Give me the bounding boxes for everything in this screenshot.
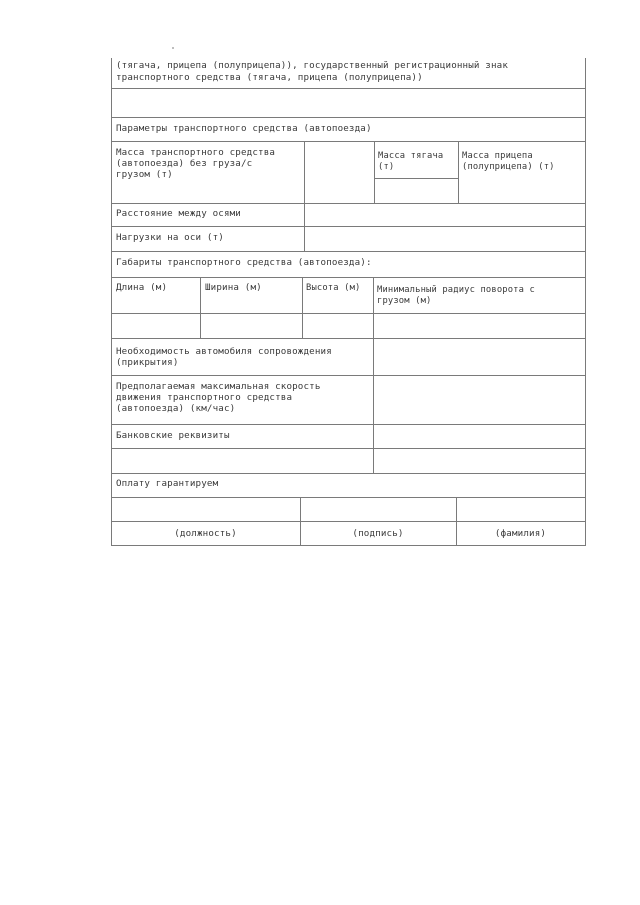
row-rule	[111, 521, 586, 522]
tractor-mass-label-line2: (т)	[378, 162, 395, 172]
form-left-border	[111, 58, 112, 545]
row-rule	[111, 226, 586, 227]
col-rule	[458, 141, 459, 203]
row-rule	[111, 313, 586, 314]
col-rule	[302, 277, 303, 338]
col-rule	[304, 203, 305, 251]
turn-radius-label-line2: грузом (м)	[377, 296, 432, 306]
col-rule	[304, 141, 305, 203]
speed-label-line2: движения транспортного средства	[116, 392, 293, 403]
width-label: Ширина (м)	[205, 282, 262, 293]
col-rule	[200, 277, 201, 338]
signature-caption: (подпись)	[352, 528, 404, 539]
speed-label-line3: (автопоезда) (км/час)	[116, 403, 236, 414]
vehicle-id-label-line2: транспортного средства (тягача, прицепа (полуприцепа))	[116, 72, 423, 83]
row-rule	[111, 88, 586, 89]
scan-speck	[172, 47, 174, 49]
trailer-mass-label-line1: Масса прицепа	[462, 151, 533, 161]
dimensions-title: Габариты транспортного средства (автопоезда):	[116, 257, 372, 268]
speed-label-line1: Предполагаемая максимальная скорость	[116, 381, 321, 392]
length-label: Длина (м)	[116, 282, 168, 293]
row-rule	[111, 141, 586, 142]
col-rule	[373, 277, 374, 338]
form-right-border	[585, 58, 586, 545]
row-rule	[111, 251, 586, 252]
row-rule	[111, 545, 586, 546]
row-rule	[111, 375, 586, 376]
row-rule	[111, 338, 586, 339]
row-rule	[111, 117, 586, 118]
row-rule	[111, 473, 586, 474]
surname-caption: (фамилия)	[494, 528, 547, 539]
col-rule	[373, 338, 374, 473]
trailer-mass-label-line2: (полуприцепа) (т)	[462, 162, 555, 172]
axle-loads-label: Нагрузки на оси (т)	[116, 232, 224, 243]
escort-label-line1: Необходимость автомобиля сопровождения	[116, 346, 332, 357]
row-rule	[374, 178, 458, 179]
mass-label-line3: грузом (т)	[116, 169, 173, 180]
row-rule	[111, 448, 586, 449]
height-label: Высота (м)	[306, 283, 361, 293]
mass-label-line2: (автопоезда) без груза/с	[116, 158, 253, 169]
position-caption: (должность)	[174, 528, 237, 539]
axle-distance-label: Расстояние между осями	[116, 208, 241, 219]
tractor-mass-label-line1: Масса тягача	[378, 151, 444, 161]
row-rule	[111, 497, 586, 498]
payment-guarantee-label: Оплату гарантируем	[116, 478, 219, 489]
bank-details-label: Банковские реквизиты	[116, 430, 230, 441]
row-rule	[111, 203, 586, 204]
escort-label-line2: (прикрытия)	[116, 357, 179, 368]
row-rule	[111, 424, 586, 425]
mass-label-line1: Масса транспортного средства	[116, 147, 276, 158]
params-title: Параметры транспортного средства (автопоезда)	[116, 123, 372, 134]
col-rule	[374, 141, 375, 203]
turn-radius-label-line1: Минимальный радиус поворота с	[377, 285, 535, 295]
vehicle-id-label-line1: (тягача, прицепа (полуприцепа)), государственный регистрационный знак	[116, 60, 509, 71]
row-rule	[111, 277, 586, 278]
